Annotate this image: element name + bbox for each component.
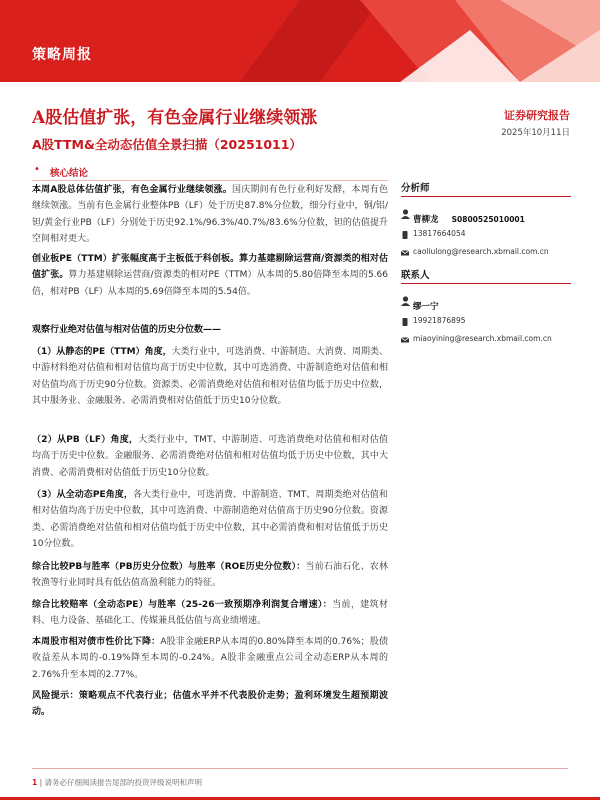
analyst-name-row <box>401 207 571 223</box>
paragraph-3-lead: 观察行业绝对估值与相对估值的历史分位数—— <box>32 325 222 335</box>
paragraph-9-lead: 本周股市相对债市性价比下降： <box>32 637 161 647</box>
paragraph-7 <box>32 559 388 592</box>
analyst-name: 曹柳龙 <box>413 215 439 225</box>
top-banner <box>0 0 600 82</box>
analyst-heading: 分析师 <box>401 180 571 197</box>
paragraph-8 <box>32 597 388 630</box>
paragraph-7-text: 当前石油石化、农林牧渔等行业同时具有低估值高盈利能力的特征。 <box>32 562 388 589</box>
section-header <box>32 162 388 181</box>
footer-notice: 请务必仔细阅读报告尾部的投资评级说明和声明 <box>44 778 203 787</box>
paragraph-6-lead: （3）从全动态PE角度， <box>32 490 133 500</box>
paragraph-2-lead: 创业板PE（TTM）扩张幅度高于主板低于科创板。算力基建剔除运营商/资源类的相对估值扩张。 <box>32 254 388 281</box>
paragraph-4 <box>32 344 388 410</box>
contact-name-row <box>401 294 571 310</box>
paragraph-1 <box>32 182 388 248</box>
person-icon <box>401 209 410 219</box>
page-title: A股估值扩张，有色金属行业继续领涨 <box>32 108 318 128</box>
paragraph-5-lead: （2）从PB（LF）角度， <box>32 435 139 445</box>
analyst-phone: 13817664054 <box>413 229 466 238</box>
banner-title: 策略周报 <box>32 47 92 63</box>
paragraph-3 <box>32 322 388 338</box>
paragraph-7-lead: 综合比较PB与胜率（PB历史分位数）与胜率（ROE历史分位数）： <box>32 562 306 572</box>
phone-icon <box>401 231 409 239</box>
analyst-email[interactable]: caoliulong@research.xbmail.com.cn <box>413 247 549 256</box>
paragraph-6-text: 各大类行业中，可选消费、中游制造、TMT、周期类绝对估值和相对估值均高于历史中位数，其中可选消费、中游制造绝对估值高于历史90分位数。资源类、必需消费绝对估值和相对估值均低于历史中位数，其中必需消费和相对估值低于历史10分位数。 <box>32 490 388 550</box>
contact-phone-row <box>401 316 571 330</box>
contact-phone: 19921876895 <box>413 316 466 325</box>
footer-divider <box>32 768 568 769</box>
page-subtitle: A股TTM&全动态估值全景扫描（20251011） <box>32 137 302 152</box>
analyst-certificate: S0800525010001 <box>451 215 525 224</box>
paragraph-2-text: 算力基建剔除运营商/资源类的相对PE（TTM）从本周的5.80倍降至本周的5.66倍，相对PB（LF）从本周的5.69倍降至本周的5.54倍。 <box>32 270 388 297</box>
analyst-sidebar <box>401 180 571 348</box>
paragraph-9-text: A股非金融ERP从本周的0.80%降至本周的0.76%；股债收益差从本周的-0.19%降至本周的-0.24%。A股非金融重点公司全动态ERP从本周的2.76%升至本周的2.77%。 <box>32 637 388 680</box>
report-type-label: 证券研究报告 <box>504 109 570 122</box>
email-icon <box>401 249 409 257</box>
analyst-phone-row <box>401 229 571 243</box>
analyst-email-row <box>401 247 571 261</box>
paragraph-5-text: 大类行业中，TMT、中游制造、可选消费绝对估值和相对估值均高于历史中位数。金融服务、必需消费绝对估值和相对估值均低于历史中位数，其中大消费、必需消费相对估值低于历史10分位数。 <box>32 435 389 478</box>
footer <box>32 777 202 788</box>
paragraph-5 <box>32 432 388 481</box>
risk-warning: 风险提示：策略观点不代表行业；估值水平并不代表股价走势；盈利环境发生超预期波动。 <box>32 691 388 718</box>
paragraph-10 <box>32 688 388 721</box>
contact-email-row <box>401 334 571 348</box>
paragraph-1-text: 国庆期间有色行业利好发酵，本周有色继续领涨。当前有色金属行业整体PB（LF）处于历史87.8%分位数，细分行业中，铜/铝/钽/黄金行业PB（LF）分别处于历史92.1%/96.3%/40.7%/83.6%分位数，钽的估值提升空间相对更大。 <box>32 185 388 245</box>
contact-name: 缪一宁 <box>413 302 439 312</box>
paragraph-9 <box>32 634 388 683</box>
paragraph-4-lead: （1）从静态的PE（TTM）角度， <box>32 347 172 357</box>
paragraph-8-text: 当前，建筑材料、电力设备、基础化工、传媒兼具低估值与高业绩增速。 <box>32 600 388 627</box>
footer-separator: | <box>39 778 45 787</box>
phone-icon <box>401 318 409 326</box>
report-date: 2025年10月11日 <box>501 128 570 138</box>
banner-graphic <box>0 0 600 82</box>
section-title: 核心结论 <box>50 168 89 179</box>
person-icon <box>401 296 410 306</box>
paragraph-2 <box>32 251 388 300</box>
contact-heading: 联系人 <box>401 267 571 284</box>
page-number: 1 <box>32 778 38 787</box>
paragraph-6 <box>32 487 388 553</box>
paragraph-8-lead: 综合比较赔率（全动态PE）与胜率（25-26一致预期净利润复合增速）： <box>32 600 333 610</box>
contact-email[interactable]: miaoyining@research.xbmail.com.cn <box>413 334 552 343</box>
bullet-icon: • <box>34 164 40 175</box>
email-icon <box>401 336 409 344</box>
paragraph-4-text: 大类行业中，可选消费、中游制造、大消费、周期类、中游材料绝对估值和相对估值均高于历史中位数，其中可选消费、中游制造绝对估值和相对估值均高于历史90分位数。资源类、必需消费绝对估值和相对估值均低于历史中位数，其中服务业、金融服务、必需消费相对估值低于历史10分位数。 <box>32 347 388 407</box>
paragraph-1-lead: 本周A股总体估值扩张，有色金属行业继续领涨。 <box>32 185 233 195</box>
